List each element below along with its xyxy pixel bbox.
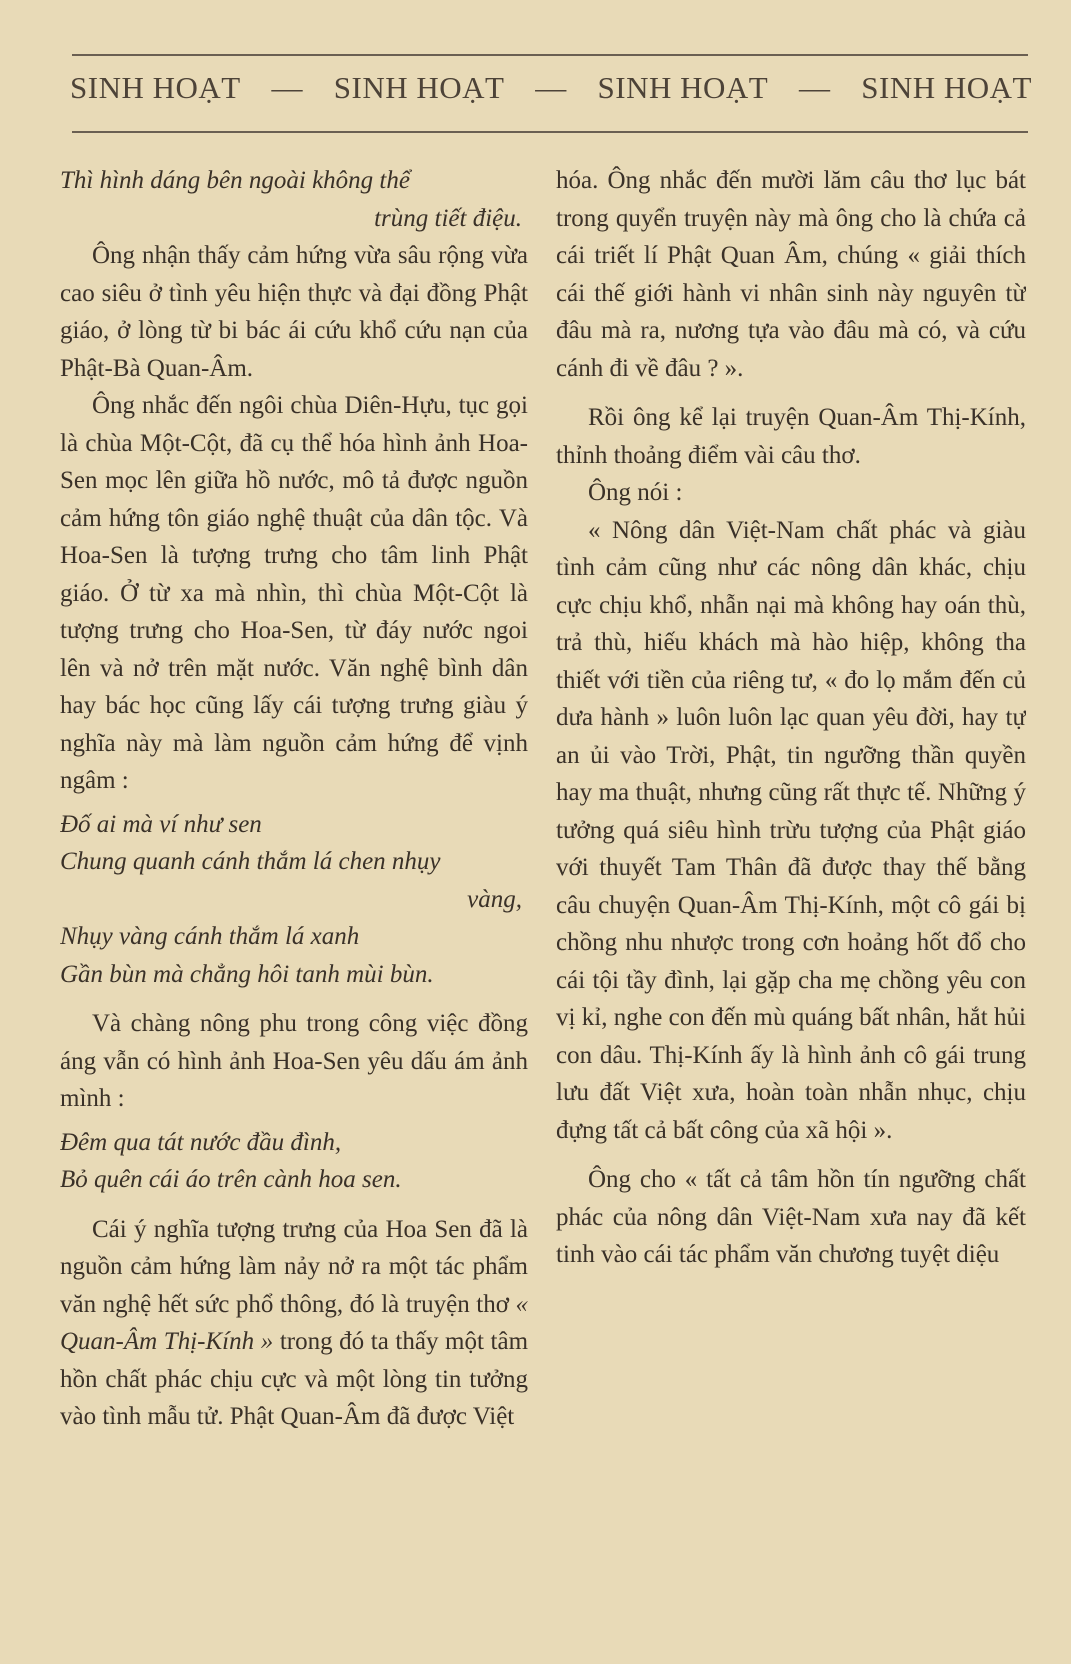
verse-line: vàng, <box>467 885 522 913</box>
header-word: SINH HOẠT <box>861 70 1032 105</box>
paragraph: Rồi ông kể lại truyện Quan-Âm Thị-Kính, thỉnh thoảng điểm vài câu thơ. <box>556 404 1026 469</box>
verse-line: Gần bùn mà chẳng hôi tanh mùi bùn. <box>60 960 434 988</box>
header-word: SINH HOẠT <box>333 70 505 105</box>
header-word: SINH HOẠT <box>70 70 241 105</box>
header-word: SINH HOẠT <box>597 70 769 105</box>
verse-block <box>60 1124 528 1199</box>
right-column <box>556 162 1026 1664</box>
verse-line: Đố ai mà ví như sen <box>60 810 262 838</box>
paragraph: Ông nhận thấy cảm hứng vừa sâu rộng vừa cao siêu ở tình yêu hiện thực và đại đồng Phật giáo, ở lòng từ bi bác ái cứu khổ cứu nạn của Phật-Bà Quan-Âm. <box>60 242 528 382</box>
paragraph: Ông cho « tất cả tâm hồn tín ngưỡng chất phác của nông dân Việt-Nam xưa nay đã kết tinh vào cái tác phẩm văn chương tuyệt diệu <box>556 1166 1026 1268</box>
verse-line: Thì hình dáng bên ngoài không thể <box>60 167 410 194</box>
left-column <box>60 162 528 1664</box>
paragraph: hóa. Ông nhắc đến mười lăm câu thơ lục bát trong quyển truyện này mà ông cho là chứa cả cái triết lí Phật Quan Âm, chúng « giải thích cái thế giới hành vi nhân sinh này nguyên từ đâu mà ra, nương tựa vào đâu mà có, và cứu cánh đi về đâu ? ». <box>556 167 1026 382</box>
paragraph: « Nông dân Việt-Nam chất phác và giàu tình cảm cũng như các nông dân khác, chịu cực chịu khổ, nhẫn nại mà không hay oán thù, trả thù, hiếu khách mà hào hiệp, không tha thiết với tiền của riêng tư, « đo lọ mắm đến củ dưa hành » luôn luôn lạc quan yêu đời, hay tự an ủi vào Trời, Phật, tin ngưỡng thần quyền hay ma thuật, nhưng cũng rất thực tế. Những ý tưởng quá siêu hình trừu tượng của Phật giáo với thuyết Tam Thân đã được thay thế bằng câu chuyện Quan-Âm Thị-Kính, một cô gái bị chồng nhu nhược trong cơn hoảng hốt đổ cho cái tội tầy đình, lại gặp cha mẹ chồng yêu con vị kỉ, nghe con đến mù quáng bất nhân, hắt hủi con dâu. Thị-Kính ấy là hình ảnh cô gái trung lưu đất Việt xưa, hoàn toàn nhẫn nhục, chịu đựng tất cả bất công của xã hội ». <box>556 516 1026 1144</box>
paragraph-text: Cái ý nghĩa tượng trưng của Hoa Sen đã là nguồn cảm hứng làm nảy nở ra một tác phẩm văn nghệ hết sức phổ thông, đó là truyện thơ <box>60 1215 528 1318</box>
paragraph: Và chàng nông phu trong công việc đồng áng vẫn có hình ảnh Hoa-Sen yêu dấu ám ảnh mình : <box>60 1010 528 1112</box>
paragraph: Ông nói : <box>588 479 683 506</box>
verse-line: Bỏ quên cái áo trên cành hoa sen. <box>60 1166 402 1193</box>
header-dash: — <box>271 70 303 105</box>
header-dash: — <box>798 70 831 105</box>
paragraph: Ông nhắc đến ngôi chùa Diên-Hựu, tục gọi là chùa Một-Cột, đã cụ thể hóa hình ảnh Hoa-Sen mọc lên giữa hồ nước, mô tả được nguồn cảm hứng tôn giáo nghệ thuật của dân tộc. Và Hoa-Sen là tượng trưng cho tâm linh Phật giáo. Ở từ xa mà nhìn, thì chùa Một-Cột là tượng trưng cho Hoa-Sen, từ đáy nước ngoi lên và nở trên mặt nước. Văn nghệ bình dân hay bác học cũng lấy cái tượng trưng giàu ý nghĩa này mà làm nguồn cảm hứng để vịnh ngâm : <box>60 392 528 794</box>
header-dash: — <box>535 70 567 105</box>
opening-verse <box>60 162 528 237</box>
verse-line: Chung quanh cánh thắm lá chen nhụy <box>60 848 441 875</box>
header-top-rule <box>72 54 1028 56</box>
verse-block <box>60 806 528 994</box>
running-header <box>70 70 1032 106</box>
verse-line: Nhụy vàng cánh thắm lá xanh <box>60 923 360 950</box>
paragraph <box>60 1211 528 1436</box>
paragraph-text: trong đó ta thấy một tâm hồn chất phác chịu cực và một lòng tin tưởng vào tình mẫu tử. Phật Quan-Âm đã được Việt <box>60 1328 528 1430</box>
verse-line: trùng tiết điệu. <box>374 204 522 232</box>
book-title: « Quan-Âm Thị-Kính » <box>60 1290 528 1355</box>
verse-line: Đêm qua tát nước đầu đình, <box>60 1128 342 1156</box>
header-bottom-rule <box>72 131 1028 133</box>
